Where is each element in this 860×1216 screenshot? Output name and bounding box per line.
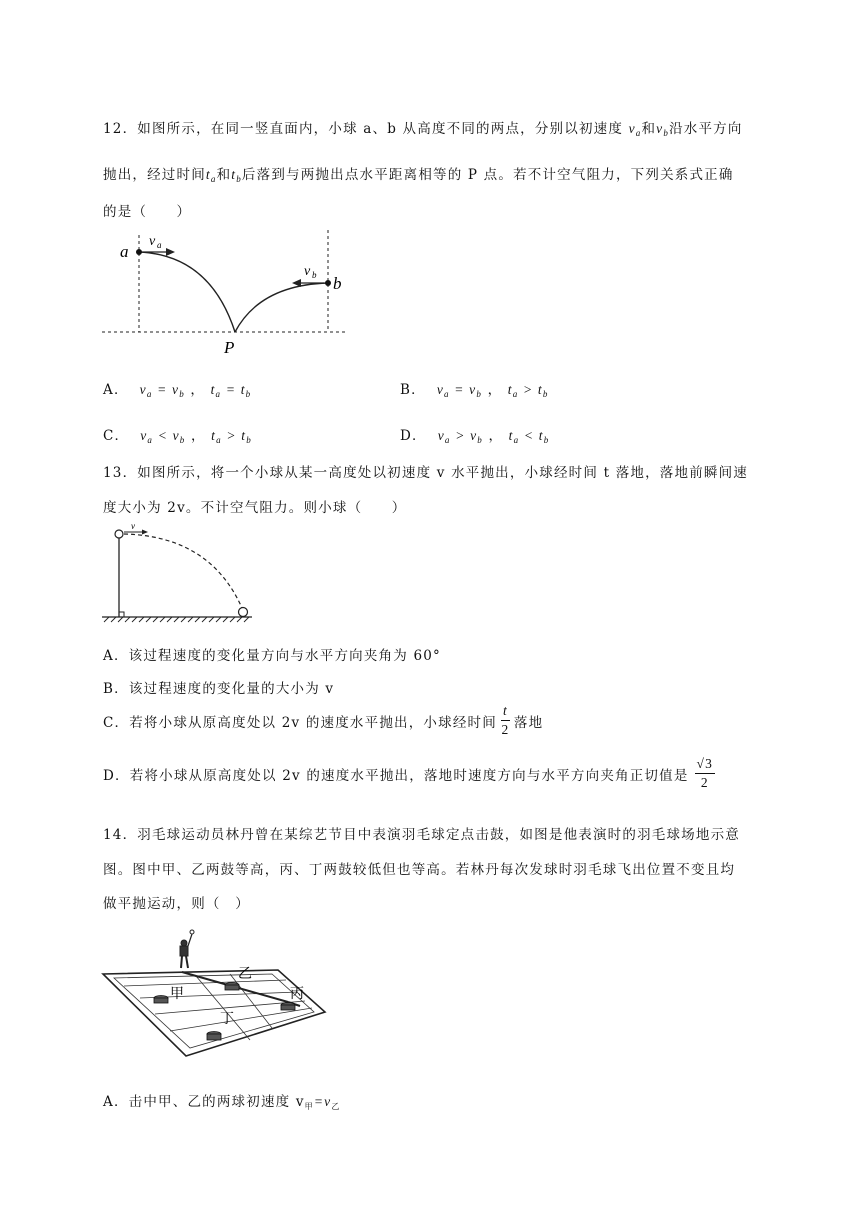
label-v: v bbox=[131, 522, 135, 531]
drum-label-2: 乙 bbox=[238, 967, 252, 982]
q13-line1: 13．如图所示，将一个小球从某一高度处以初速度 v 水平抛出，小球经时间 t 落地，落地前瞬间速 bbox=[103, 465, 748, 481]
label-p: P bbox=[224, 338, 235, 357]
label-vb: v bbox=[304, 264, 311, 279]
q13-line2: 度大小为 2v。不计空气阻力。则小球（ ） bbox=[103, 500, 407, 516]
q14-option-a: A．击中甲、乙的两球初速度 $v_甲=v_乙$ bbox=[103, 1094, 341, 1111]
q13-option-d: D．若将小球从原高度处以 2v 的速度水平抛出，落地时速度方向与水平方向夹角正切值是 $\frac{√3}{2}$ bbox=[103, 756, 714, 790]
fraction-t-over-2: $\frac{t}{2}$ bbox=[501, 703, 510, 737]
q13-option-a: A．该过程速度的变化量方向与水平方向夹角为 60° bbox=[103, 648, 441, 664]
q12-line3: 的是（ ） bbox=[103, 204, 192, 220]
label-a: a bbox=[120, 242, 129, 261]
q12-option-b: B． $v_a = v_b$ ， $t_a > t_b$ bbox=[400, 382, 549, 399]
label-b: b bbox=[333, 274, 342, 293]
q13-option-b: B．该过程速度的变化量的大小为 v bbox=[103, 681, 335, 697]
q12-figure bbox=[100, 225, 360, 360]
q14-figure bbox=[100, 928, 330, 1063]
q13-option-c: C．若将小球从原高度处以 2v 的速度水平抛出，小球经时间 $\frac{t}{2}$ 落地 bbox=[103, 703, 544, 737]
q12-option-c: C． $v_a < v_b$ ， $t_a > t_b$ bbox=[103, 428, 252, 445]
q12-option-d: D． $v_a > v_b$ ， $t_a < t_b$ bbox=[400, 428, 550, 445]
fraction-sqrt3-over-2: $\frac{√3}{2}$ bbox=[696, 756, 714, 790]
q12-option-a: A． $v_a = v_b$ ， $t_a = t_b$ bbox=[103, 382, 252, 399]
label-va: v bbox=[149, 234, 156, 249]
svg-text:b: b bbox=[312, 270, 317, 280]
drum-label-3: 丙 bbox=[290, 987, 304, 1002]
svg-text:a: a bbox=[157, 240, 162, 250]
q14-line3: 做平抛运动，则（ ） bbox=[103, 896, 250, 912]
drum-label-1: 甲 bbox=[170, 987, 184, 1002]
q14-line1: 14．羽毛球运动员林丹曾在某综艺节目中表演羽毛球定点击鼓，如图是他表演时的羽毛球场地示意 bbox=[103, 827, 740, 843]
q14-line2: 图。图中甲、乙两鼓等高，丙、丁两鼓较低但也等高。若林丹每次发球时羽毛球飞出位置不变且均 bbox=[103, 862, 736, 878]
q12-line1: 12．如图所示，在同一竖直面内，小球 a、b 从高度不同的两点，分别以初速度 $v_a$和$v_b$沿水平方向 bbox=[103, 121, 743, 138]
drum-label-4: 丁 bbox=[220, 1012, 234, 1027]
q13-figure bbox=[100, 522, 260, 632]
q12-line2: 抛出，经过时间$t_a$和$t_b$后落到与两抛出点水平距离相等的 P 点。若不计空气阻力，下列关系式正确 bbox=[103, 167, 734, 184]
